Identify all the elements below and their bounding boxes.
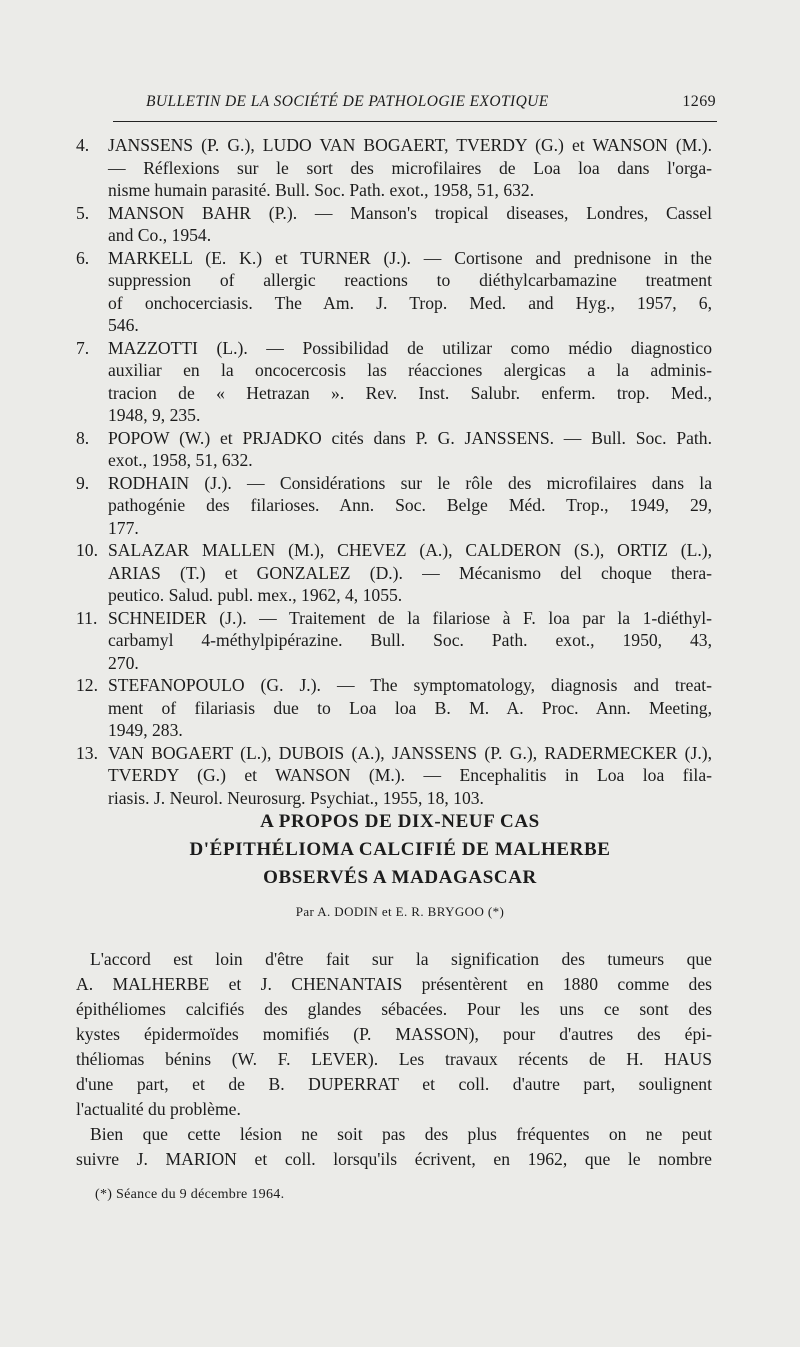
header-rule [113, 121, 717, 122]
reference-line: tracion de « Hetrazan ». Rev. Inst. Salubr. enferm. trop. Med., [108, 382, 712, 403]
reference-item [76, 539, 712, 607]
body-paragraph [76, 947, 712, 1122]
article-body [76, 947, 712, 1172]
reference-item [76, 337, 712, 427]
reference-item [76, 472, 712, 540]
article-title [100, 808, 700, 892]
reference-number: 8. [76, 427, 90, 448]
body-line: l'actualité du problème. [76, 1099, 241, 1119]
reference-line: SCHNEIDER (J.). — Traitement de la filariose à F. loa par la 1-diéthyl- [108, 607, 712, 628]
reference-line: pathogénie des filarioses. Ann. Soc. Belge Méd. Trop., 1949, 29, [108, 495, 712, 515]
reference-line: and Co., 1954. [108, 225, 212, 245]
reference-line: — Réflexions sur le sort des microfilaires de Loa loa dans l'orga- [108, 157, 712, 178]
reference-item [76, 247, 712, 337]
reference-line: VAN BOGAERT (L.), DUBOIS (A.), JANSSENS (P. G.), RADERMECKER (J.), [108, 742, 712, 763]
reference-number: 11. [76, 607, 98, 628]
reference-line: TVERDY (G.) et WANSON (M.). — Encephalitis in Loa loa fila- [108, 765, 712, 785]
body-line: suivre J. MARION et coll. lorsqu'ils écrivent, en 1962, que le nombre [76, 1149, 712, 1169]
reference-line: SALAZAR MALLEN (M.), CHEVEZ (A.), CALDERON (S.), ORTIZ (L.), [108, 540, 712, 560]
reference-item [76, 427, 712, 472]
reference-line: riasis. J. Neurol. Neurosurg. Psychiat., 1955, 18, 103. [108, 787, 484, 808]
title-line: D'ÉPITHÉLIOMA CALCIFIÉ DE MALHERBE [189, 839, 611, 860]
reference-line: of onchocerciasis. The Am. J. Trop. Med. and Hyg., 1957, 6, [108, 292, 712, 313]
body-line: d'une part, et de B. DUPERRAT et coll. d'autre part, soulignent [76, 1074, 712, 1094]
reference-line: carbamyl 4-méthylpipérazine. Bull. Soc. Path. exot., 1950, 43, [108, 630, 712, 650]
reference-number: 13. [76, 742, 98, 763]
journal-title: BULLETIN DE LA SOCIÉTÉ DE PATHOLOGIE EXOTIQUE [146, 93, 549, 110]
reference-item [76, 134, 712, 202]
reference-line: ment of filariasis due to Loa loa B. M. A. Proc. Ann. Meeting, [108, 697, 712, 718]
reference-line: 177. [108, 517, 139, 538]
reference-line: nisme humain parasité. Bull. Soc. Path. exot., 1958, 51, 632. [108, 180, 535, 200]
reference-item [76, 202, 712, 247]
title-line: OBSERVÉS A MADAGASCAR [263, 867, 537, 888]
body-line: épithéliomes calcifiés des glandes sébacées. Pour les uns ce sont des [76, 999, 712, 1019]
footnote: (*) Séance du 9 décembre 1964. [95, 1187, 285, 1202]
reference-line: MAZZOTTI (L.). — Possibilidad de utilizar como médio diagnostico [108, 337, 712, 358]
reference-line: 1948, 9, 235. [108, 405, 201, 425]
running-head [146, 93, 716, 111]
reference-line: ARIAS (T.) et GONZALEZ (D.). — Mécanismo del choque thera- [108, 562, 712, 583]
title-line: A PROPOS DE DIX-NEUF CAS [260, 811, 540, 832]
reference-line: MANSON BAHR (P.). — Manson's tropical diseases, Londres, Cassel [108, 202, 712, 223]
reference-line: STEFANOPOULO (G. J.). — The symptomatology, diagnosis and treat- [108, 675, 712, 695]
body-line: A. MALHERBE et J. CHENANTAIS présentèrent en 1880 comme des [76, 974, 712, 994]
reference-list [76, 134, 712, 809]
reference-number: 10. [76, 540, 98, 560]
body-line: Bien que cette lésion ne soit pas des plus fréquentes on ne peut [90, 1124, 712, 1144]
reference-line: RODHAIN (J.). — Considérations sur le rôle des microfilaires dans la [108, 472, 712, 493]
reference-number: 6. [76, 247, 90, 268]
body-line: kystes épidermoïdes momifiés (P. MASSON), pour d'autres des épi- [76, 1024, 712, 1044]
reference-line: exot., 1958, 51, 632. [108, 450, 253, 470]
author-byline: Par A. DODIN et E. R. BRYGOO (*) [295, 904, 505, 919]
reference-line: suppression of allergic reactions to diéthylcarbamazine treatment [108, 270, 712, 290]
body-paragraph [76, 1122, 712, 1172]
reference-line: MARKELL (E. K.) et TURNER (J.). — Cortisone and prednisone in the [108, 247, 712, 268]
body-line: L'accord est loin d'être fait sur la signification des tumeurs que [90, 949, 712, 969]
reference-number: 4. [76, 135, 90, 155]
body-line: théliomas bénins (W. F. LEVER). Les travaux récents de H. HAUS [76, 1049, 712, 1069]
reference-line: JANSSENS (P. G.), LUDO VAN BOGAERT, TVERDY (G.) et WANSON (M.). [108, 135, 712, 155]
reference-number: 9. [76, 472, 90, 493]
reference-number: 7. [76, 337, 90, 358]
reference-item [76, 607, 712, 675]
page-number: 1269 [682, 93, 716, 110]
reference-line: POPOW (W.) et PRJADKO cités dans P. G. JANSSENS. — Bull. Soc. Path. [108, 427, 712, 448]
reference-item [76, 742, 712, 810]
reference-item [76, 674, 712, 742]
reference-number: 12. [76, 675, 98, 695]
reference-line: auxiliar en la oncocercosis las réacciones alergicas a la adminis- [108, 360, 712, 380]
reference-line: peutico. Salud. publ. mex., 1962, 4, 1055. [108, 585, 403, 605]
reference-line: 270. [108, 652, 139, 673]
reference-number: 5. [76, 202, 90, 223]
reference-line: 1949, 283. [108, 720, 183, 740]
reference-line: 546. [108, 315, 139, 335]
